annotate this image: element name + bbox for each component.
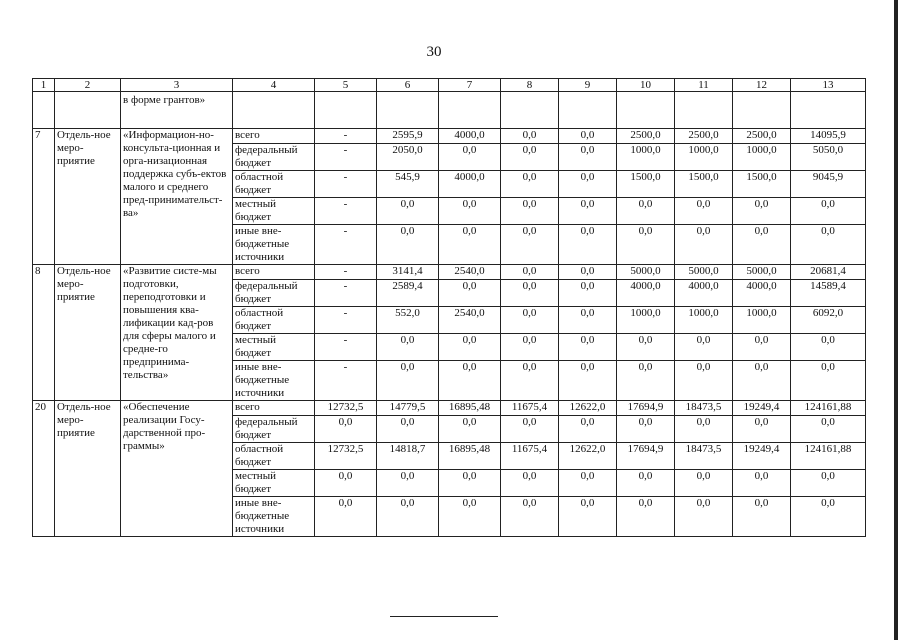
column-number: 4 bbox=[233, 79, 315, 92]
funding-source: всего bbox=[233, 129, 315, 144]
amount-cell: 16895,48 bbox=[439, 443, 501, 470]
amount-cell: 0,0 bbox=[791, 334, 866, 361]
activity-number: 20 bbox=[33, 401, 55, 537]
funding-source: местный бюджет bbox=[233, 334, 315, 361]
amount-cell: 0,0 bbox=[315, 416, 377, 443]
amount-cell: 14589,4 bbox=[791, 280, 866, 307]
amount-cell: 124161,88 bbox=[791, 401, 866, 416]
column-number: 9 bbox=[559, 79, 617, 92]
column-number: 2 bbox=[55, 79, 121, 92]
amount-cell: 0,0 bbox=[733, 361, 791, 401]
amount-cell: 5000,0 bbox=[675, 265, 733, 280]
funding-source: иные вне-бюджетные источники bbox=[233, 225, 315, 265]
amount-cell: 0,0 bbox=[377, 470, 439, 497]
amount-cell: 1000,0 bbox=[733, 144, 791, 171]
amount-cell: 20681,4 bbox=[791, 265, 866, 280]
amount-cell: 0,0 bbox=[733, 225, 791, 265]
amount-cell: 1500,0 bbox=[617, 171, 675, 198]
amount-cell: 0,0 bbox=[501, 225, 559, 265]
amount-cell: - bbox=[315, 171, 377, 198]
activity-number: 7 bbox=[33, 129, 55, 265]
activity-type: Отдель-ное меро-приятие bbox=[55, 265, 121, 401]
funding-source: иные вне-бюджетные источники bbox=[233, 361, 315, 401]
activity-type: Отдель-ное меро-приятие bbox=[55, 129, 121, 265]
cell bbox=[377, 92, 439, 129]
amount-cell: 5050,0 bbox=[791, 144, 866, 171]
amount-cell: 2540,0 bbox=[439, 307, 501, 334]
amount-cell: 0,0 bbox=[559, 307, 617, 334]
funding-source: областной бюджет bbox=[233, 443, 315, 470]
amount-cell: 4000,0 bbox=[617, 280, 675, 307]
amount-cell: 0,0 bbox=[675, 361, 733, 401]
amount-cell: 0,0 bbox=[675, 497, 733, 537]
amount-cell: 4000,0 bbox=[733, 280, 791, 307]
amount-cell: 1000,0 bbox=[617, 144, 675, 171]
amount-cell: 2050,0 bbox=[377, 144, 439, 171]
amount-cell: 0,0 bbox=[675, 470, 733, 497]
amount-cell: 0,0 bbox=[439, 497, 501, 537]
amount-cell: 12622,0 bbox=[559, 401, 617, 416]
amount-cell: 1000,0 bbox=[675, 307, 733, 334]
cell bbox=[315, 92, 377, 129]
amount-cell: 1500,0 bbox=[733, 171, 791, 198]
amount-cell: 0,0 bbox=[439, 280, 501, 307]
amount-cell: 0,0 bbox=[559, 361, 617, 401]
amount-cell: 12732,5 bbox=[315, 401, 377, 416]
amount-cell: 11675,4 bbox=[501, 401, 559, 416]
amount-cell: 0,0 bbox=[439, 361, 501, 401]
amount-cell: - bbox=[315, 129, 377, 144]
amount-cell: 0,0 bbox=[733, 497, 791, 537]
amount-cell: 0,0 bbox=[675, 198, 733, 225]
amount-cell: 0,0 bbox=[377, 497, 439, 537]
amount-cell: 0,0 bbox=[501, 144, 559, 171]
amount-cell: 0,0 bbox=[559, 334, 617, 361]
amount-cell: 0,0 bbox=[439, 144, 501, 171]
amount-cell: - bbox=[315, 225, 377, 265]
amount-cell: 0,0 bbox=[617, 198, 675, 225]
amount-cell: 0,0 bbox=[559, 171, 617, 198]
amount-cell: 0,0 bbox=[559, 265, 617, 280]
amount-cell: 0,0 bbox=[377, 225, 439, 265]
amount-cell: 9045,9 bbox=[791, 171, 866, 198]
activity-name: «Развитие систе-мы подготовки, переподготовки и повышения ква-лификации кад-ров для сферы малого и средне-го предпринима-тельства» bbox=[121, 265, 233, 401]
amount-cell: 0,0 bbox=[559, 198, 617, 225]
funding-source: областной бюджет bbox=[233, 307, 315, 334]
amount-cell: 124161,88 bbox=[791, 443, 866, 470]
amount-cell: 0,0 bbox=[559, 497, 617, 537]
activity-number: 8 bbox=[33, 265, 55, 401]
column-number: 5 bbox=[315, 79, 377, 92]
amount-cell: 0,0 bbox=[791, 361, 866, 401]
amount-cell: 0,0 bbox=[791, 225, 866, 265]
amount-cell: 0,0 bbox=[377, 334, 439, 361]
amount-cell: 19249,4 bbox=[733, 401, 791, 416]
funding-source: федеральный бюджет bbox=[233, 416, 315, 443]
amount-cell: 0,0 bbox=[377, 198, 439, 225]
column-number: 3 bbox=[121, 79, 233, 92]
cell bbox=[791, 92, 866, 129]
amount-cell: 0,0 bbox=[559, 129, 617, 144]
amount-cell: 0,0 bbox=[617, 225, 675, 265]
cell bbox=[617, 92, 675, 129]
right-margin-rule bbox=[894, 0, 898, 640]
amount-cell: - bbox=[315, 361, 377, 401]
amount-cell: 1500,0 bbox=[675, 171, 733, 198]
footnote-rule bbox=[390, 616, 498, 617]
carryover-row bbox=[33, 92, 866, 129]
column-number: 1 bbox=[33, 79, 55, 92]
column-number: 7 bbox=[439, 79, 501, 92]
amount-cell: 0,0 bbox=[501, 280, 559, 307]
amount-cell: 11675,4 bbox=[501, 443, 559, 470]
amount-cell: 0,0 bbox=[439, 334, 501, 361]
amount-cell: 5000,0 bbox=[733, 265, 791, 280]
funding-row bbox=[33, 129, 866, 144]
column-number: 8 bbox=[501, 79, 559, 92]
column-number: 6 bbox=[377, 79, 439, 92]
amount-cell: 4000,0 bbox=[439, 129, 501, 144]
amount-cell: 0,0 bbox=[501, 129, 559, 144]
funding-source: всего bbox=[233, 265, 315, 280]
amount-cell: 0,0 bbox=[559, 144, 617, 171]
amount-cell: 14779,5 bbox=[377, 401, 439, 416]
amount-cell: 2500,0 bbox=[617, 129, 675, 144]
amount-cell: 0,0 bbox=[733, 198, 791, 225]
amount-cell: 0,0 bbox=[501, 470, 559, 497]
amount-cell: 0,0 bbox=[377, 361, 439, 401]
amount-cell: 0,0 bbox=[791, 198, 866, 225]
funding-source: иные вне-бюджетные источники bbox=[233, 497, 315, 537]
amount-cell: 12732,5 bbox=[315, 443, 377, 470]
amount-cell: 2500,0 bbox=[675, 129, 733, 144]
amount-cell: 0,0 bbox=[733, 416, 791, 443]
amount-cell: 19249,4 bbox=[733, 443, 791, 470]
column-number: 12 bbox=[733, 79, 791, 92]
amount-cell: 0,0 bbox=[559, 470, 617, 497]
funding-source: местный бюджет bbox=[233, 198, 315, 225]
amount-cell: 0,0 bbox=[439, 198, 501, 225]
cell bbox=[733, 92, 791, 129]
amount-cell: 0,0 bbox=[377, 416, 439, 443]
amount-cell: 14095,9 bbox=[791, 129, 866, 144]
funding-source: всего bbox=[233, 401, 315, 416]
amount-cell: 1000,0 bbox=[733, 307, 791, 334]
amount-cell: 18473,5 bbox=[675, 401, 733, 416]
amount-cell: 0,0 bbox=[675, 334, 733, 361]
amount-cell: 4000,0 bbox=[439, 171, 501, 198]
amount-cell: 552,0 bbox=[377, 307, 439, 334]
cell bbox=[559, 92, 617, 129]
activity-name: «Информацион-но-консульта-ционная и орга-низационная поддержка субъ-ектов малого и среднего пред-принимательст-ва» bbox=[121, 129, 233, 265]
amount-cell: 0,0 bbox=[501, 361, 559, 401]
amount-cell: 0,0 bbox=[439, 416, 501, 443]
amount-cell: 0,0 bbox=[617, 416, 675, 443]
amount-cell: 16895,48 bbox=[439, 401, 501, 416]
column-number-row bbox=[33, 79, 866, 92]
funding-row bbox=[33, 265, 866, 280]
amount-cell: 0,0 bbox=[675, 416, 733, 443]
amount-cell: 2540,0 bbox=[439, 265, 501, 280]
funding-source: федеральный бюджет bbox=[233, 280, 315, 307]
carryover-text: в форме грантов» bbox=[121, 92, 233, 129]
amount-cell: 0,0 bbox=[315, 470, 377, 497]
amount-cell: 0,0 bbox=[439, 225, 501, 265]
amount-cell: 0,0 bbox=[315, 497, 377, 537]
page-number: 30 bbox=[426, 44, 442, 60]
amount-cell: 4000,0 bbox=[675, 280, 733, 307]
cell bbox=[675, 92, 733, 129]
funding-source: областной бюджет bbox=[233, 171, 315, 198]
amount-cell: 6092,0 bbox=[791, 307, 866, 334]
amount-cell: 5000,0 bbox=[617, 265, 675, 280]
amount-cell: 0,0 bbox=[617, 497, 675, 537]
amount-cell: - bbox=[315, 198, 377, 225]
amount-cell: 18473,5 bbox=[675, 443, 733, 470]
amount-cell: 0,0 bbox=[439, 470, 501, 497]
column-number: 13 bbox=[791, 79, 866, 92]
activity-name: «Обеспечение реализации Госу-дарственной про-граммы» bbox=[121, 401, 233, 537]
amount-cell: - bbox=[315, 334, 377, 361]
amount-cell: - bbox=[315, 265, 377, 280]
amount-cell: 0,0 bbox=[617, 470, 675, 497]
funding-row bbox=[33, 401, 866, 416]
amount-cell: - bbox=[315, 144, 377, 171]
amount-cell: 0,0 bbox=[501, 265, 559, 280]
amount-cell: 1000,0 bbox=[675, 144, 733, 171]
amount-cell: 0,0 bbox=[733, 334, 791, 361]
amount-cell: 0,0 bbox=[791, 470, 866, 497]
column-number: 11 bbox=[675, 79, 733, 92]
amount-cell: 0,0 bbox=[559, 416, 617, 443]
amount-cell: 2595,9 bbox=[377, 129, 439, 144]
amount-cell: 0,0 bbox=[501, 416, 559, 443]
amount-cell: 14818,7 bbox=[377, 443, 439, 470]
cell bbox=[55, 92, 121, 129]
activity-type: Отдель-ное меро-приятие bbox=[55, 401, 121, 537]
amount-cell: 0,0 bbox=[501, 497, 559, 537]
amount-cell: 545,9 bbox=[377, 171, 439, 198]
cell bbox=[439, 92, 501, 129]
amount-cell: 0,0 bbox=[791, 416, 866, 443]
amount-cell: 0,0 bbox=[501, 198, 559, 225]
funding-source: федеральный бюджет bbox=[233, 144, 315, 171]
cell bbox=[501, 92, 559, 129]
cell bbox=[233, 92, 315, 129]
cell bbox=[33, 92, 55, 129]
amount-cell: 2589,4 bbox=[377, 280, 439, 307]
amount-cell: 12622,0 bbox=[559, 443, 617, 470]
amount-cell: 0,0 bbox=[733, 470, 791, 497]
amount-cell: 0,0 bbox=[675, 225, 733, 265]
amount-cell: 0,0 bbox=[559, 225, 617, 265]
amount-cell: 17694,9 bbox=[617, 443, 675, 470]
amount-cell: 0,0 bbox=[617, 334, 675, 361]
amount-cell: 2500,0 bbox=[733, 129, 791, 144]
amount-cell: 3141,4 bbox=[377, 265, 439, 280]
amount-cell: - bbox=[315, 280, 377, 307]
amount-cell: 0,0 bbox=[559, 280, 617, 307]
amount-cell: 0,0 bbox=[617, 361, 675, 401]
amount-cell: 1000,0 bbox=[617, 307, 675, 334]
funding-source: местный бюджет bbox=[233, 470, 315, 497]
amount-cell: 17694,9 bbox=[617, 401, 675, 416]
amount-cell: 0,0 bbox=[791, 497, 866, 537]
amount-cell: 0,0 bbox=[501, 307, 559, 334]
amount-cell: - bbox=[315, 307, 377, 334]
amount-cell: 0,0 bbox=[501, 171, 559, 198]
column-number: 10 bbox=[617, 79, 675, 92]
amount-cell: 0,0 bbox=[501, 334, 559, 361]
budget-table bbox=[32, 78, 866, 537]
